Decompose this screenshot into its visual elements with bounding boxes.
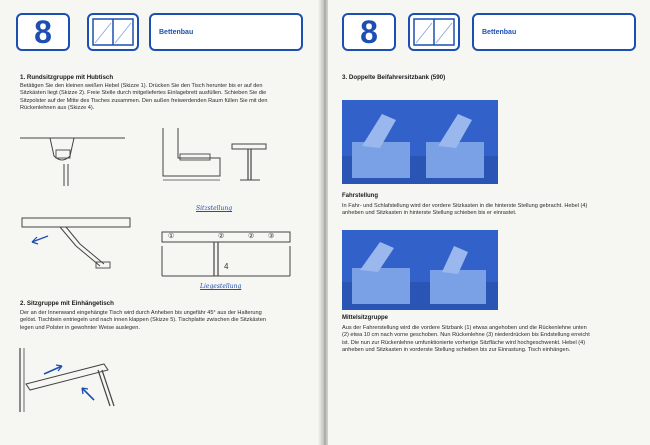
text-line: Betätigen Sie den kleinen weißen Hebel (Skizze 1). Drücken Sie den Tisch herunter bis er auf den <box>20 83 263 89</box>
text-line: Rückenlehnen aus (Skizze 4). <box>20 105 95 112</box>
page-number-badge <box>342 13 396 51</box>
text-line: gelöst. Tischbein entriegeln und nach innen klappen (Skizze 5). Tischplatte zwischen die Sitzkästen <box>20 317 266 324</box>
liege-label: Liegestellung <box>200 283 242 290</box>
text-line: Aus der Fahrerstellung wird die vordere Sitzbank (1) etwas angehoben und die Rückenlehne unten <box>342 325 587 331</box>
window-icon <box>87 13 139 51</box>
caption-fahrstellung: Fahrstellung <box>342 193 379 199</box>
circle-label-2: ② <box>218 233 225 240</box>
sketch-table-pedestal <box>226 140 276 190</box>
sketch-lever-table <box>20 128 130 196</box>
section1-heading: 1. Rundsitzgruppe mit Hubtisch <box>20 74 114 81</box>
circle-label-4: ③ <box>268 233 275 240</box>
header-title: Bettenbau <box>159 28 194 36</box>
text-line: (2) etwa 10 cm nach vorne geschoben. Nun Rückenlehne (3) niederdrücken bis Endstellung erreicht <box>342 332 590 339</box>
caption-mittelsitzgruppe: Mittelsitzgruppe <box>342 315 388 321</box>
right-page <box>328 0 650 445</box>
sketch-folding-leg <box>20 216 140 276</box>
circle-label-3: ② <box>248 233 255 240</box>
seat-photo-image <box>342 100 498 184</box>
text-line: Der an der Innenwand eingehängte Tisch wird durch Anheben bis ungefähr 45° aus der Halterung <box>20 310 262 316</box>
text-mittelsitzgruppe <box>342 325 644 355</box>
page-number-badge <box>16 13 70 51</box>
text-line: Sitzkästen liegt (Skizze 2). Freie Stelle durch mitgeliefertes Einlagebrett ausfüllen. Schieben Sie die <box>20 90 267 97</box>
text-line: ist. Die nun zur Rückenlehne umfunktionierte vorherige Sitzfläche wird hochgeschwenkt. Hebel (4) <box>342 339 586 346</box>
section2-heading: 2. Sitzgruppe mit Einhängetisch <box>20 300 114 307</box>
header-title-box <box>149 13 303 51</box>
sitz-label: Sitzstellung <box>196 205 233 212</box>
window-frame-icon <box>410 15 458 49</box>
sketch-number-4: 4 <box>224 262 229 271</box>
header-title-box <box>472 13 636 51</box>
window-icon <box>408 13 460 51</box>
text-line: legen und Polster in gewohnter Weise auslegen. <box>20 324 140 331</box>
seat-photo-image <box>342 230 498 310</box>
left-page <box>0 0 322 445</box>
section3-heading: 3. Doppelte Beifahrersitzbank (590) <box>342 74 446 81</box>
text-line: In Fahr- und Schlafstellung wird der vordere Sitzkasten in die hinterste Stellung gebracht. Hebel (4) <box>342 203 588 209</box>
sketch-bed-position <box>158 226 298 282</box>
text-line: anheben und Sitzkasten in hinterste Stellung schieben bis er einrastet. <box>342 210 517 217</box>
sketch-hanging-table <box>14 344 124 424</box>
section2-text <box>20 310 312 332</box>
page-number: 8 <box>34 13 52 50</box>
sketch-seat-box <box>158 118 228 198</box>
window-frame-icon <box>89 15 137 49</box>
text-line: anheben und Sitzkasten in vorderste Stellung schieben bis zur Einrastung. Tisch einhängen. <box>342 347 571 354</box>
section1-text <box>20 83 310 113</box>
photo-fahrstellung <box>342 100 498 184</box>
text-line: Sitzpolster auf der Mitte des Tisches zusammen. Den außen freiwerdenden Raum füllen Sie mit den <box>20 97 268 104</box>
photo-mittelsitzgruppe <box>342 230 498 310</box>
header-title: Bettenbau <box>482 28 517 36</box>
circle-label-1: ① <box>168 233 175 240</box>
text-fahrstellung <box>342 203 642 218</box>
page-number: 8 <box>360 13 378 50</box>
